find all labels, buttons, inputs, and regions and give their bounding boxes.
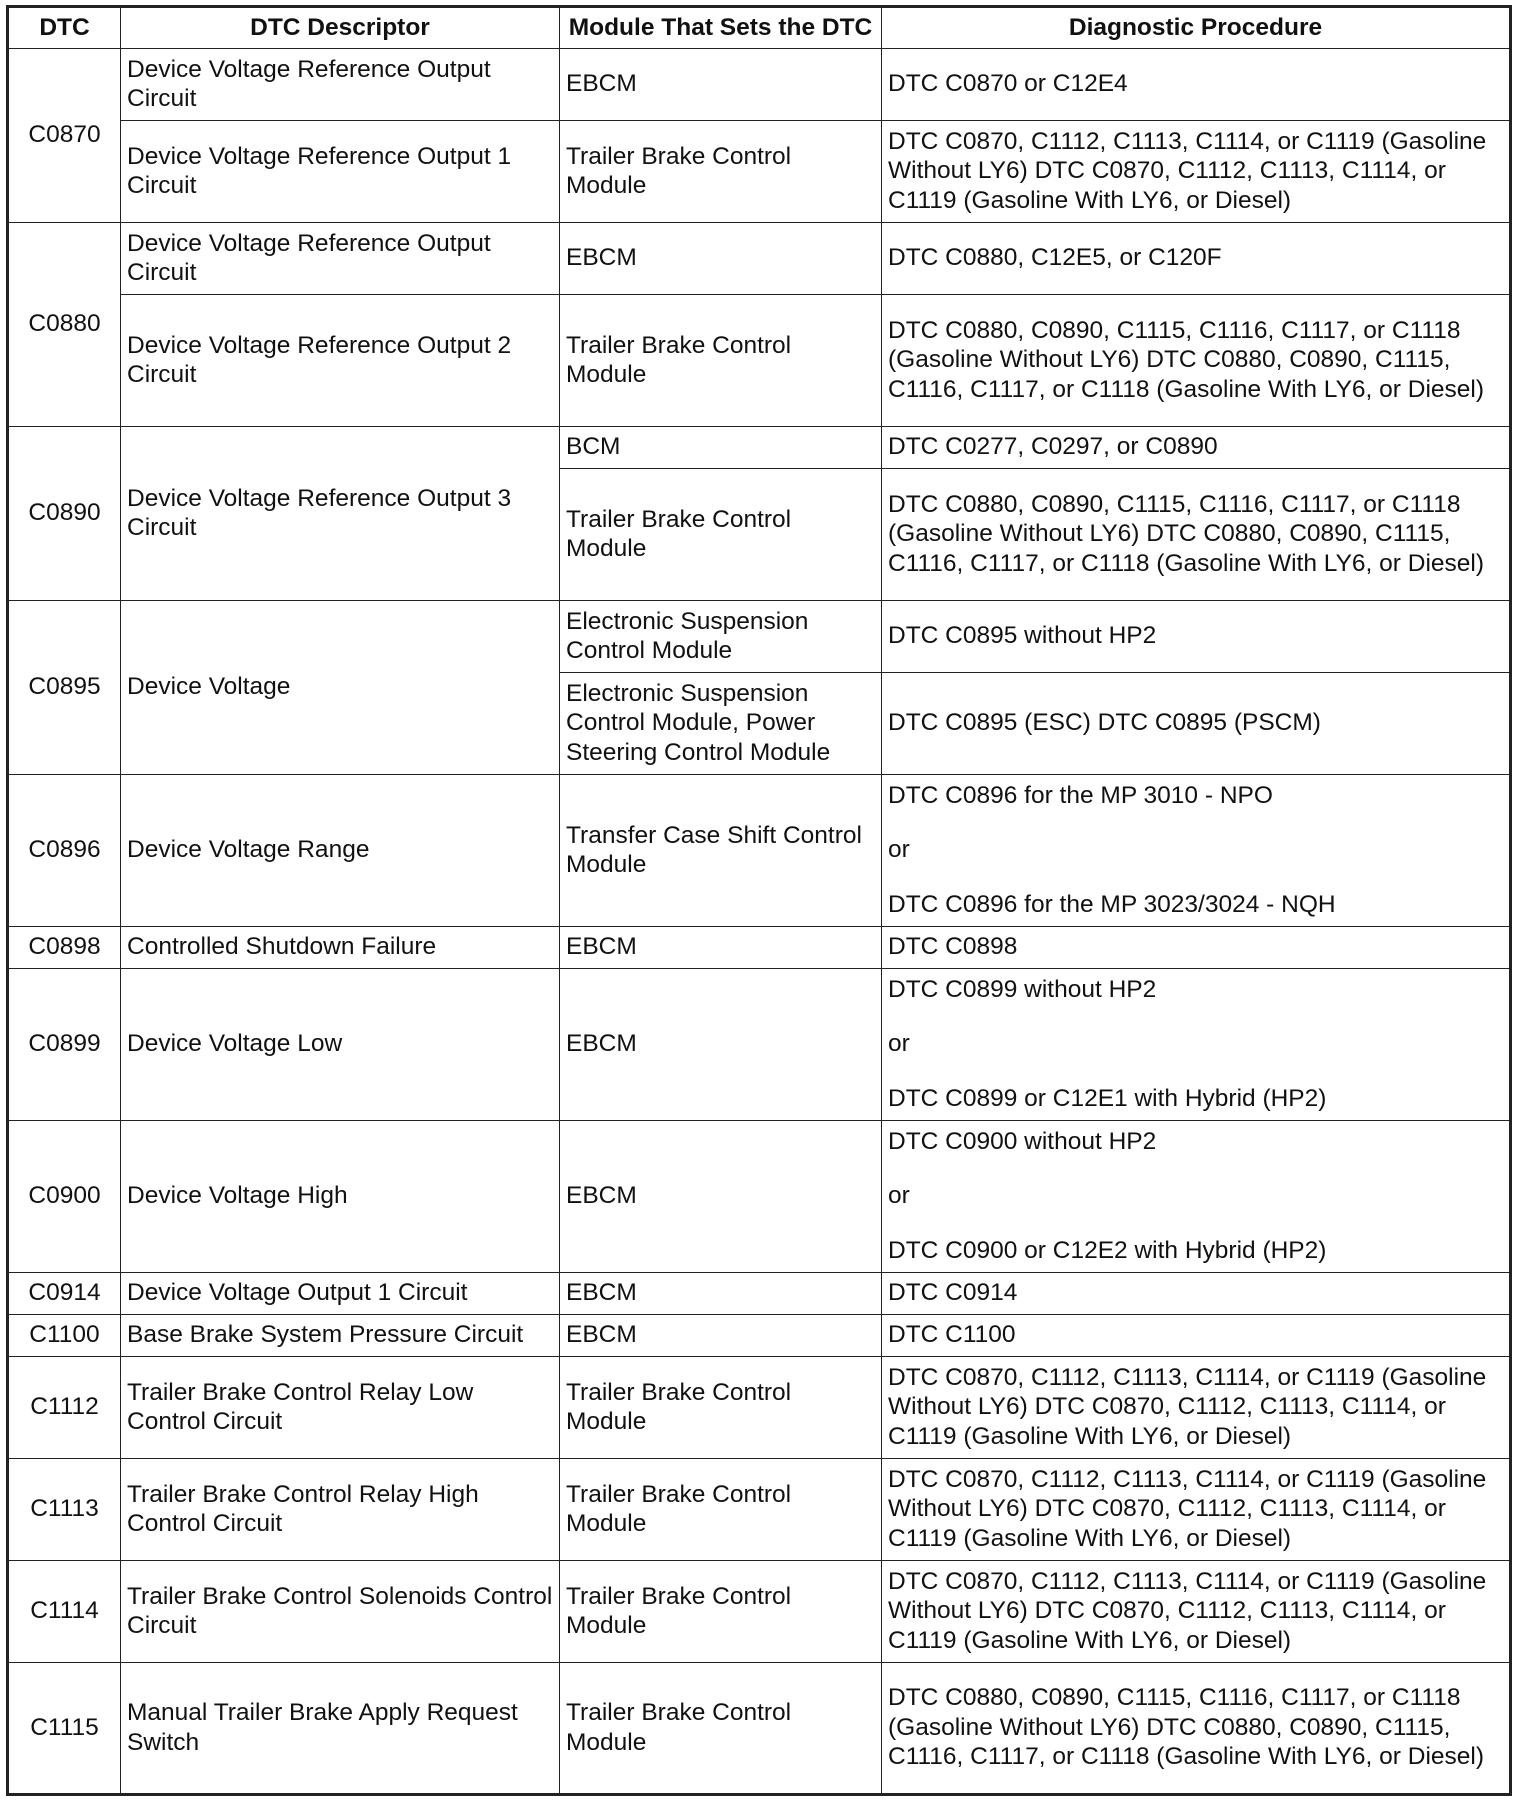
dtc-code: C0890 (8, 427, 121, 601)
header-dtc-descriptor: DTC Descriptor (121, 7, 560, 49)
dtc-descriptor: Base Brake System Pressure Circuit (121, 1315, 560, 1357)
diagnostic-procedure (882, 969, 1511, 1121)
procedure-or: or (888, 836, 910, 864)
dtc-descriptor: Device Voltage Reference Output Circuit (121, 223, 560, 295)
dtc-descriptor: Trailer Brake Control Relay High Control Circuit (121, 1459, 560, 1561)
dtc-descriptor: Trailer Brake Control Relay Low Control Circuit (121, 1357, 560, 1459)
module-name: EBCM (560, 1273, 882, 1315)
module-name: Trailer Brake Control Module (560, 1357, 882, 1459)
dtc-code: C0870 (8, 49, 121, 223)
table-row (8, 775, 1511, 927)
diagnostic-procedure: DTC C0914 (882, 1273, 1511, 1315)
table-row (8, 1273, 1511, 1315)
table-header-row (8, 7, 1511, 49)
dtc-code: C0898 (8, 927, 121, 969)
diagnostic-procedure (882, 1121, 1511, 1273)
diagnostic-procedure: DTC C0895 (ESC) DTC C0895 (PSCM) (882, 673, 1511, 775)
procedure-option: DTC C0899 or C12E1 with Hybrid (HP2) (888, 1084, 1327, 1112)
procedure-option: DTC C0900 without HP2 (888, 1127, 1157, 1155)
dtc-document (6, 5, 1509, 1796)
procedure-or: or (888, 1030, 910, 1058)
dtc-code: C1114 (8, 1561, 121, 1663)
table-row (8, 1121, 1511, 1273)
dtc-code: C0900 (8, 1121, 121, 1273)
dtc-code: C0899 (8, 969, 121, 1121)
dtc-descriptor: Controlled Shutdown Failure (121, 927, 560, 969)
diagnostic-procedure: DTC C0870, C1112, C1113, C1114, or C1119 (Gasoline Without LY6) DTC C0870, C1112, C1113, C1114, or C1119 (Gasoline With LY6, or Diesel) (882, 1459, 1511, 1561)
dtc-code: C1112 (8, 1357, 121, 1459)
dtc-descriptor: Device Voltage High (121, 1121, 560, 1273)
table-row (8, 295, 1511, 427)
dtc-code: C0895 (8, 601, 121, 775)
dtc-descriptor: Device Voltage Reference Output 3 Circuit (121, 427, 560, 601)
diagnostic-procedure: DTC C0880, C0890, C1115, C1116, C1117, or C1118 (Gasoline Without LY6) DTC C0880, C0890, C1115, C1116, C1117, or C1118 (Gasoline With LY6, or Diesel) (882, 469, 1511, 601)
dtc-descriptor: Trailer Brake Control Solenoids Control Circuit (121, 1561, 560, 1663)
table-row (8, 121, 1511, 223)
module-name: Trailer Brake Control Module (560, 295, 882, 427)
procedure-option: DTC C0896 for the MP 3023/3024 - NQH (888, 890, 1336, 918)
diagnostic-procedure: DTC C0880, C0890, C1115, C1116, C1117, or C1118 (Gasoline Without LY6) DTC C0880, C0890, C1115, C1116, C1117, or C1118 (Gasoline With LY6, or Diesel) (882, 1663, 1511, 1795)
dtc-descriptor: Device Voltage Range (121, 775, 560, 927)
diagnostic-procedure: DTC C0870, C1112, C1113, C1114, or C1119 (Gasoline Without LY6) DTC C0870, C1112, C1113, C1114, or C1119 (Gasoline With LY6, or Diesel) (882, 1357, 1511, 1459)
header-dtc: DTC (8, 7, 121, 49)
table-row (8, 1663, 1511, 1795)
table-row (8, 927, 1511, 969)
diagnostic-procedure: DTC C0870, C1112, C1113, C1114, or C1119 (Gasoline Without LY6) DTC C0870, C1112, C1113, C1114, or C1119 (Gasoline With LY6, or Diesel) (882, 1561, 1511, 1663)
table-row (8, 1315, 1511, 1357)
dtc-descriptor: Manual Trailer Brake Apply Request Switch (121, 1663, 560, 1795)
diagnostic-procedure: DTC C0277, C0297, or C0890 (882, 427, 1511, 469)
diagnostic-procedure: DTC C0880, C12E5, or C120F (882, 223, 1511, 295)
module-name: Trailer Brake Control Module (560, 121, 882, 223)
diagnostic-procedure: DTC C0870 or C12E4 (882, 49, 1511, 121)
table-row (8, 427, 1511, 469)
module-name: EBCM (560, 969, 882, 1121)
table-row (8, 223, 1511, 295)
diagnostic-procedure (882, 775, 1511, 927)
dtc-descriptor: Device Voltage Reference Output Circuit (121, 49, 560, 121)
dtc-code: C0880 (8, 223, 121, 427)
dtc-descriptor: Device Voltage Reference Output 1 Circuit (121, 121, 560, 223)
module-name: EBCM (560, 1315, 882, 1357)
procedure-option: DTC C0896 for the MP 3010 - NPO (888, 781, 1273, 809)
module-name: EBCM (560, 223, 882, 295)
dtc-descriptor: Device Voltage (121, 601, 560, 775)
table-row (8, 1459, 1511, 1561)
table-row (8, 969, 1511, 1121)
diagnostic-procedure: DTC C1100 (882, 1315, 1511, 1357)
module-name: EBCM (560, 1121, 882, 1273)
dtc-code: C0896 (8, 775, 121, 927)
module-name: Trailer Brake Control Module (560, 1561, 882, 1663)
table-row (8, 49, 1511, 121)
module-name: Electronic Suspension Control Module, Power Steering Control Module (560, 673, 882, 775)
header-diagnostic-procedure: Diagnostic Procedure (882, 7, 1511, 49)
dtc-table (6, 5, 1512, 1796)
dtc-code: C0914 (8, 1273, 121, 1315)
header-module: Module That Sets the DTC (560, 7, 882, 49)
module-name: Electronic Suspension Control Module (560, 601, 882, 673)
diagnostic-procedure: DTC C0898 (882, 927, 1511, 969)
module-name: EBCM (560, 927, 882, 969)
module-name: Trailer Brake Control Module (560, 1663, 882, 1795)
procedure-option: DTC C0899 without HP2 (888, 975, 1157, 1003)
table-row (8, 601, 1511, 673)
module-name: Transfer Case Shift Control Module (560, 775, 882, 927)
dtc-descriptor: Device Voltage Output 1 Circuit (121, 1273, 560, 1315)
module-name: BCM (560, 427, 882, 469)
procedure-or: or (888, 1182, 910, 1210)
diagnostic-procedure: DTC C0895 without HP2 (882, 601, 1511, 673)
table-row (8, 1561, 1511, 1663)
module-name: Trailer Brake Control Module (560, 469, 882, 601)
dtc-descriptor: Device Voltage Reference Output 2 Circuit (121, 295, 560, 427)
diagnostic-procedure: DTC C0880, C0890, C1115, C1116, C1117, or C1118 (Gasoline Without LY6) DTC C0880, C0890, C1115, C1116, C1117, or C1118 (Gasoline With LY6, or Diesel) (882, 295, 1511, 427)
diagnostic-procedure: DTC C0870, C1112, C1113, C1114, or C1119 (Gasoline Without LY6) DTC C0870, C1112, C1113, C1114, or C1119 (Gasoline With LY6, or Diesel) (882, 121, 1511, 223)
dtc-descriptor: Device Voltage Low (121, 969, 560, 1121)
module-name: Trailer Brake Control Module (560, 1459, 882, 1561)
module-name: EBCM (560, 49, 882, 121)
dtc-code: C1100 (8, 1315, 121, 1357)
table-row (8, 1357, 1511, 1459)
dtc-code: C1115 (8, 1663, 121, 1795)
procedure-option: DTC C0900 or C12E2 with Hybrid (HP2) (888, 1236, 1327, 1264)
dtc-code: C1113 (8, 1459, 121, 1561)
